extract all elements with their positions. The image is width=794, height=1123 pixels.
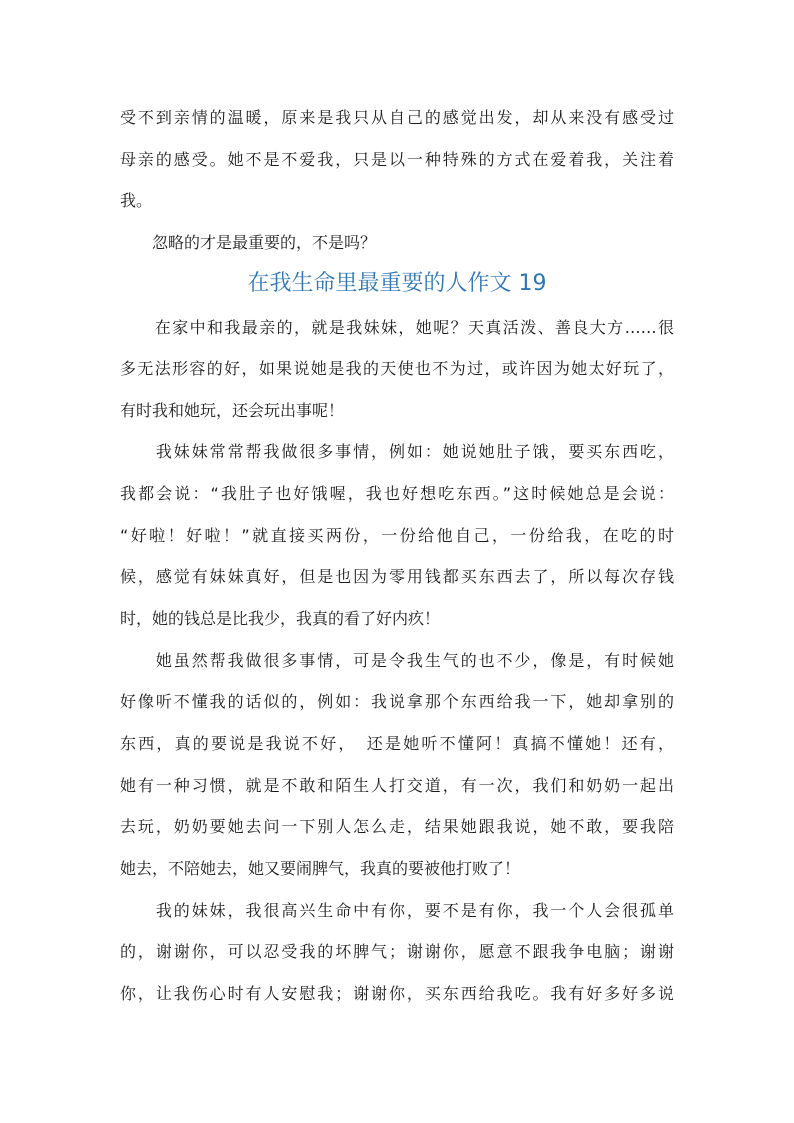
paragraph-line: 她虽然帮我做很多事情，可是令我生气的也不少，像是，有时候她 — [120, 651, 674, 670]
paragraph-line: 多无法形容的好，如果说她是我的天使也不为过，或许因为她太好玩了， — [120, 359, 674, 378]
intro-line: 我。 — [120, 191, 153, 210]
paragraph-line: 你，让我伤心时有人安慰我；谢谢你，买东西给我吃。我有好多好多说 — [120, 984, 674, 1003]
intro-line: 忽略的才是最重要的，不是吗？ — [120, 233, 377, 252]
paragraph-line: 我妹妹常常帮我做很多事情，例如：她说她肚子饿，要买东西吃， — [120, 442, 674, 461]
paragraph-line: 我都会说：“我肚子也好饿喔，我也好想吃东西。”这时候她总是会说： — [120, 484, 674, 503]
paragraph-line: 有时我和她玩，还会玩出事呢！ — [120, 401, 345, 420]
section-heading: 在我生命里最重要的人作文 19 — [247, 271, 547, 296]
paragraph-line: 在家中和我最亲的，就是我妹妹，她呢？天真活泼、善良大方……很 — [120, 318, 674, 337]
paragraph-line: 时，她的钱总是比我少，我真的看了好内疚！ — [120, 609, 441, 628]
paragraph-line: 她有一种习惯，就是不敢和陌生人打交道，有一次，我们和奶奶一起出 — [120, 776, 674, 795]
intro-line: 受不到亲情的温暖，原来是我只从自己的感觉出发，却从来没有感受过 — [120, 108, 674, 127]
paragraph-line: 去玩，奶奶要她去问一下别人怎么走，结果她跟我说，她不敢，要我陪 — [120, 817, 674, 836]
paragraph-line: 我的妹妹，我很高兴生命中有你，要不是有你，我一个人会很孤单 — [120, 901, 674, 920]
paragraph-line: “好啦！好啦！”就直接买两份，一份给他自己，一份给我，在吃的时 — [120, 526, 674, 545]
intro-line: 母亲的感受。她不是不爱我，只是以一种特殊的方式在爱着我，关注着 — [120, 150, 674, 169]
paragraph-line: 的，谢谢你，可以忍受我的坏脾气；谢谢你，愿意不跟我争电脑；谢谢 — [120, 942, 674, 961]
paragraph-line: 候，感觉有妹妹真好，但是也因为零用钱都买东西去了，所以每次存钱 — [120, 567, 674, 586]
paragraph-line: 东西，真的要说是我说不好， 还是她听不懂阿！真搞不懂她！还有， — [120, 734, 674, 753]
paragraph-line: 她去，不陪她去，她又要闹脾气，我真的要被他打败了！ — [120, 859, 521, 878]
paragraph-line: 好像听不懂我的话似的，例如：我说拿那个东西给我一下，她却拿别的 — [120, 692, 674, 711]
